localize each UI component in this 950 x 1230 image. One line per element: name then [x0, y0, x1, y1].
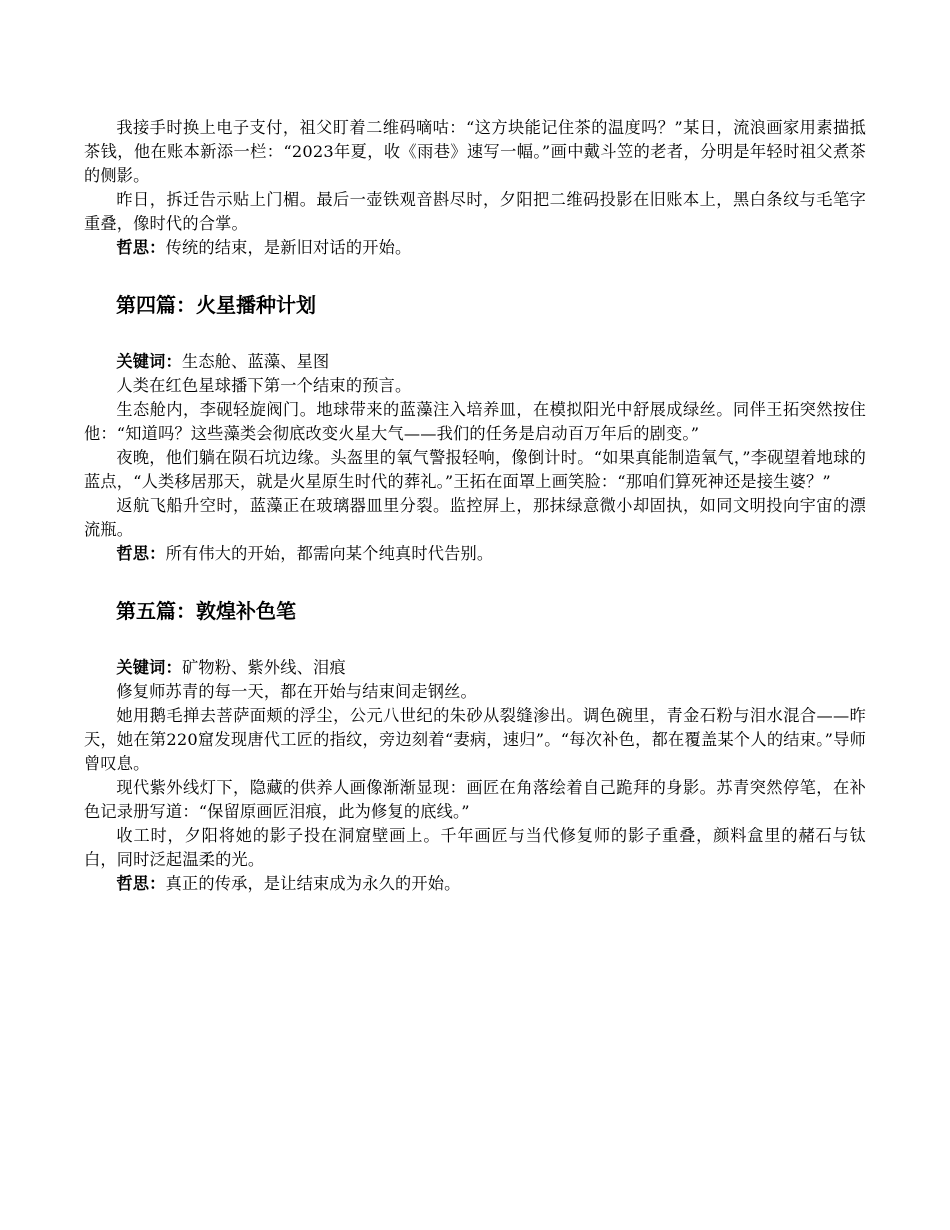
keywords-label: 关键词：	[116, 352, 182, 371]
body-paragraph: 现代紫外线灯下，隐藏的供养人画像渐渐显现：画匠在角落绘着自己跪拜的身影。苏青突然停笔，在补色记录册写道：“保留原画匠泪痕，此为修复的底线。”	[84, 778, 866, 821]
reflection-label: 哲思：	[116, 874, 166, 893]
document-body	[84, 116, 866, 896]
reflection-text: 所有伟大的开始，都需向某个纯真时代告别。	[165, 544, 494, 563]
body-paragraph: 收工时，夕阳将她的影子投在洞窟壁画上。千年画匠与当代修复师的影子重叠，颜料盒里的赭石与钛白，同时泛起温柔的光。	[84, 826, 866, 869]
section-title: 第四篇：火星播种计划	[116, 293, 316, 317]
body-paragraph: 她用鹅毛掸去菩萨面颊的浮尘，公元八世纪的朱砂从裂缝渗出。调色碗里，青金石粉与泪水混合——昨天，她在第220窟发现唐代工匠的指纹，旁边刻着“妻病，速归”。“每次补色，都在覆盖某个人的结束。”导师曾叹息。	[84, 706, 866, 773]
keywords-line	[84, 350, 866, 374]
reflection-line	[84, 236, 866, 260]
body-paragraph: 夜晚，他们躺在陨石坑边缘。头盔里的氧气警报轻响，像倒计时。“如果真能制造氧气，”李砚望着地球的蓝点，“人类移居那天，就是火星原生时代的葬礼。”王拓在面罩上画笑脸：“那咱们算死神还是接生婆？”	[84, 448, 866, 491]
reflection-label: 哲思：	[116, 238, 166, 257]
reflection-line	[84, 872, 866, 896]
body-paragraph: 昨日，拆迁告示贴上门楣。最后一壶铁观音斟尽时，夕阳把二维码投影在旧账本上，黑白条纹与毛笔字重叠，像时代的合掌。	[84, 190, 866, 233]
keywords-line	[84, 656, 866, 680]
keywords-text: 生态舱、蓝藻、星图	[181, 352, 330, 371]
body-paragraph: 返航飞船升空时，蓝藻正在玻璃器皿里分裂。监控屏上，那抹绿意微小却固执，如同文明投向宇宙的漂流瓶。	[84, 496, 866, 539]
keywords-label: 关键词：	[116, 658, 182, 677]
section-title: 第五篇：敦煌补色笔	[116, 599, 296, 623]
body-paragraph: 生态舱内，李砚轻旋阀门。地球带来的蓝藻注入培养皿，在模拟阳光中舒展成绿丝。同伴王拓突然按住他：“知道吗？这些藻类会彻底改变火星大气——我们的任务是启动百万年后的剧变。”	[84, 400, 866, 443]
reflection-line	[84, 542, 866, 566]
body-paragraph: 人类在红色星球播下第一个结束的预言。	[116, 376, 412, 395]
reflection-text: 真正的传承，是让结束成为永久的开始。	[165, 874, 461, 893]
body-paragraph: 修复师苏青的每一天，都在开始与结束间走钢丝。	[116, 682, 477, 701]
body-paragraph: 我接手时换上电子支付，祖父盯着二维码嘀咕：“这方块能记住茶的温度吗？”某日，流浪画家用素描抵茶钱，他在账本新添一栏：“2023年夏，收《雨巷》速写一幅。”画中戴斗笠的老者，分明是年轻时祖父煮茶的侧影。	[84, 118, 866, 185]
reflection-text: 传统的结束，是新旧对话的开始。	[165, 238, 412, 257]
reflection-label: 哲思：	[116, 544, 166, 563]
keywords-text: 矿物粉、紫外线、泪痕	[181, 658, 346, 677]
